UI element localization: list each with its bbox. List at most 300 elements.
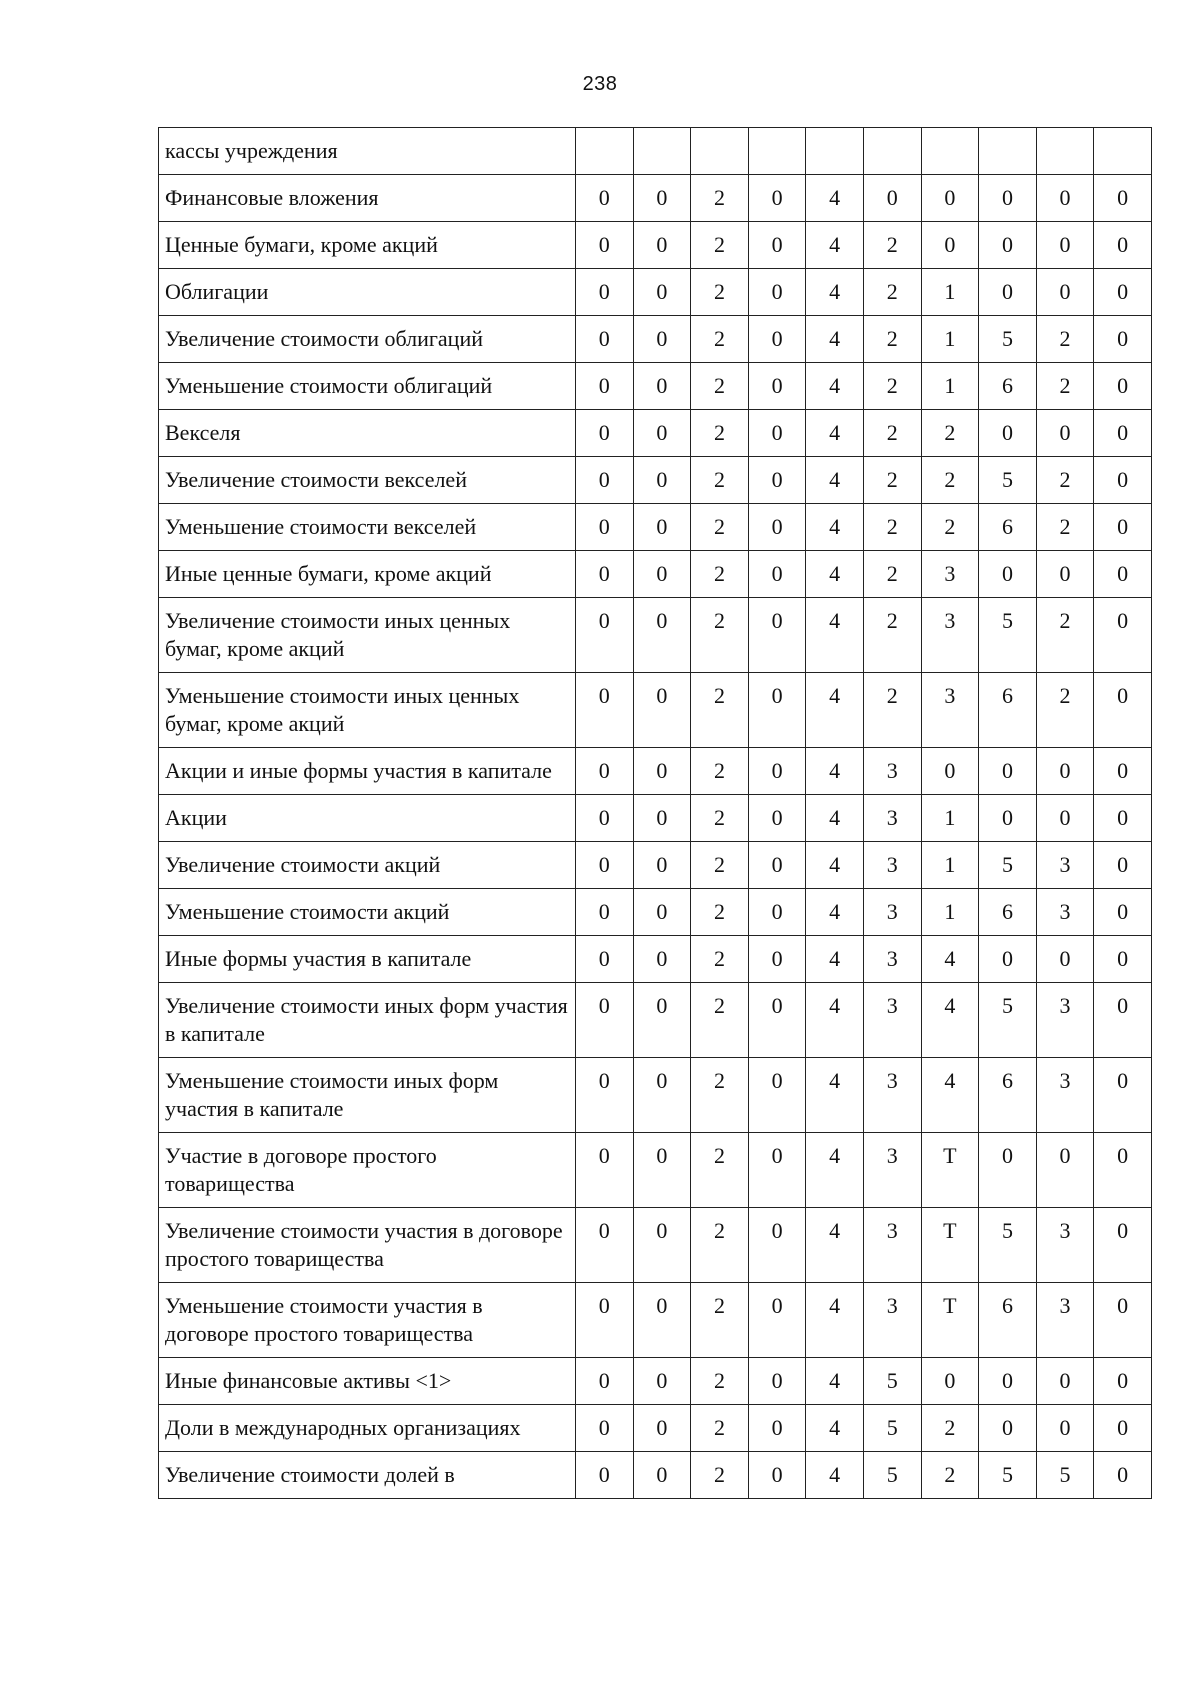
code-digit-cell: 0 [576, 269, 634, 316]
code-digit-cell: 0 [748, 175, 806, 222]
code-digit-cell: 5 [979, 1208, 1037, 1283]
code-digit-cell: 0 [576, 1452, 634, 1499]
code-digit-cell: 6 [979, 363, 1037, 410]
code-digit-cell: 2 [691, 1058, 749, 1133]
code-digit-cell: 0 [1094, 936, 1152, 983]
page-number: 238 [582, 73, 618, 95]
code-digit-cell: 0 [633, 551, 691, 598]
code-digit-cell: 0 [748, 457, 806, 504]
code-digit-cell: 5 [863, 1358, 921, 1405]
code-digit-cell: 0 [1036, 1358, 1094, 1405]
code-digit-cell: 0 [748, 936, 806, 983]
code-digit-cell: 4 [806, 1283, 864, 1358]
code-digit-cell: 0 [979, 936, 1037, 983]
code-digit-cell: 2 [863, 316, 921, 363]
code-digit-cell: 4 [806, 936, 864, 983]
code-digit-cell: 0 [1094, 748, 1152, 795]
code-digit-cell: 0 [1094, 1058, 1152, 1133]
table-row [159, 128, 1152, 175]
code-digit-cell: 4 [806, 1133, 864, 1208]
code-digit-cell: 0 [1036, 222, 1094, 269]
code-digit-cell: 0 [748, 795, 806, 842]
code-digit-cell: 0 [576, 175, 634, 222]
code-digit-cell: 6 [979, 889, 1037, 936]
code-digit-cell: 0 [1094, 269, 1152, 316]
code-digit-cell: 0 [921, 748, 979, 795]
code-digit-cell: 0 [979, 748, 1037, 795]
row-name-cell: Уменьшение стоимости иных ценных бумаг, кроме акций [159, 673, 576, 748]
code-digit-cell: 0 [1036, 795, 1094, 842]
code-digit-cell: 0 [633, 1208, 691, 1283]
code-digit-cell: 2 [691, 983, 749, 1058]
code-digit-cell: 0 [633, 1283, 691, 1358]
code-digit-cell: 4 [806, 363, 864, 410]
row-name-cell: Ценные бумаги, кроме акций [159, 222, 576, 269]
code-digit-cell: 0 [576, 1405, 634, 1452]
code-digit-cell: 0 [633, 889, 691, 936]
code-digit-cell: 0 [576, 457, 634, 504]
code-digit-cell: 6 [979, 504, 1037, 551]
table-row [159, 175, 1152, 222]
code-digit-cell: 2 [691, 222, 749, 269]
code-digit-cell: 0 [979, 551, 1037, 598]
code-digit-cell: 5 [1036, 1452, 1094, 1499]
code-digit-cell: 2 [691, 457, 749, 504]
code-digit-cell: 3 [863, 1133, 921, 1208]
code-digit-cell: 2 [1036, 363, 1094, 410]
code-digit-cell: 0 [921, 1358, 979, 1405]
code-digit-cell: 3 [921, 673, 979, 748]
code-digit-cell [1036, 128, 1094, 175]
code-digit-cell [748, 128, 806, 175]
code-digit-cell: 0 [1094, 1283, 1152, 1358]
code-digit-cell: 4 [806, 457, 864, 504]
code-digit-cell: 0 [633, 504, 691, 551]
table-row [159, 795, 1152, 842]
code-digit-cell: 0 [748, 1283, 806, 1358]
code-digit-cell: 0 [576, 316, 634, 363]
code-digit-cell: 0 [748, 316, 806, 363]
code-digit-cell: 6 [979, 673, 1037, 748]
code-digit-cell: 0 [1094, 598, 1152, 673]
code-digit-cell: 2 [863, 504, 921, 551]
code-digit-cell: 4 [806, 1208, 864, 1283]
code-digit-cell: 0 [748, 983, 806, 1058]
code-digit-cell: 6 [979, 1283, 1037, 1358]
code-digit-cell: 2 [691, 598, 749, 673]
code-digit-cell: 0 [1094, 1208, 1152, 1283]
table-row [159, 936, 1152, 983]
code-digit-cell: 0 [748, 410, 806, 457]
code-digit-cell: 0 [633, 269, 691, 316]
code-digit-cell: 4 [806, 598, 864, 673]
code-digit-cell: 0 [576, 983, 634, 1058]
code-digit-cell: 0 [576, 551, 634, 598]
code-digit-cell: 0 [1036, 175, 1094, 222]
row-name-cell: Облигации [159, 269, 576, 316]
code-digit-cell: 5 [863, 1405, 921, 1452]
code-digit-cell: 0 [748, 551, 806, 598]
code-digit-cell: 2 [921, 1452, 979, 1499]
row-name-cell: Увеличение стоимости акций [159, 842, 576, 889]
code-digit-cell: 0 [576, 363, 634, 410]
code-digit-cell: 1 [921, 795, 979, 842]
code-digit-cell: 0 [1094, 504, 1152, 551]
code-digit-cell: 0 [979, 795, 1037, 842]
code-digit-cell: 2 [691, 1452, 749, 1499]
row-name-cell: Уменьшение стоимости акций [159, 889, 576, 936]
code-digit-cell: 0 [576, 504, 634, 551]
code-digit-cell: 4 [806, 1058, 864, 1133]
code-digit-cell: 0 [633, 983, 691, 1058]
code-digit-cell: 0 [633, 457, 691, 504]
table-row [159, 1452, 1152, 1499]
code-digit-cell: 2 [1036, 316, 1094, 363]
row-name-cell: Участие в договоре простого товарищества [159, 1133, 576, 1208]
code-digit-cell: 0 [633, 363, 691, 410]
code-digit-cell: 0 [576, 795, 634, 842]
code-digit-cell: 2 [863, 457, 921, 504]
code-digit-cell: 0 [633, 1358, 691, 1405]
code-digit-cell: 2 [691, 673, 749, 748]
code-digit-cell: 2 [863, 269, 921, 316]
code-digit-cell: 0 [633, 1058, 691, 1133]
row-name-cell: Акции [159, 795, 576, 842]
code-digit-cell: 0 [576, 748, 634, 795]
row-name-cell: Увеличение стоимости иных форм участия в капитале [159, 983, 576, 1058]
code-digit-cell: 0 [921, 222, 979, 269]
code-digit-cell: 2 [1036, 504, 1094, 551]
row-name-cell: Уменьшение стоимости векселей [159, 504, 576, 551]
code-digit-cell: 0 [1036, 1405, 1094, 1452]
code-digit-cell: 0 [748, 1452, 806, 1499]
row-name-cell: Увеличение стоимости долей в [159, 1452, 576, 1499]
table-row [159, 1133, 1152, 1208]
code-digit-cell: 0 [633, 936, 691, 983]
code-digit-cell: 0 [1094, 316, 1152, 363]
code-digit-cell: 0 [633, 175, 691, 222]
code-digit-cell: 0 [1036, 936, 1094, 983]
code-digit-cell: 2 [691, 410, 749, 457]
row-name-cell: Увеличение стоимости участия в договоре простого товарищества [159, 1208, 576, 1283]
code-digit-cell: 2 [691, 795, 749, 842]
code-digit-cell: 0 [748, 1405, 806, 1452]
code-digit-cell: 4 [806, 748, 864, 795]
code-digit-cell: 3 [863, 983, 921, 1058]
code-digit-cell: 5 [979, 598, 1037, 673]
table-row [159, 551, 1152, 598]
code-digit-cell: 0 [633, 842, 691, 889]
code-digit-cell: 2 [691, 889, 749, 936]
code-digit-cell: 0 [1036, 1133, 1094, 1208]
code-digit-cell: 3 [1036, 1058, 1094, 1133]
code-digit-cell: 0 [576, 1133, 634, 1208]
code-digit-cell: 2 [1036, 598, 1094, 673]
code-digit-cell: 2 [691, 269, 749, 316]
code-digit-cell: 5 [979, 842, 1037, 889]
row-name-cell: Иные формы участия в капитале [159, 936, 576, 983]
code-digit-cell: 0 [633, 748, 691, 795]
code-digit-cell: 0 [1094, 1358, 1152, 1405]
account-codes-table [158, 127, 1152, 1499]
code-digit-cell: 0 [1094, 673, 1152, 748]
code-digit-cell: 0 [1094, 1133, 1152, 1208]
code-digit-cell: 0 [979, 1405, 1037, 1452]
code-digit-cell: 2 [691, 1208, 749, 1283]
code-digit-cell: 0 [1094, 1405, 1152, 1452]
code-digit-cell: 2 [691, 936, 749, 983]
code-digit-cell: 4 [806, 1452, 864, 1499]
code-digit-cell: 2 [863, 410, 921, 457]
code-digit-cell: 3 [863, 889, 921, 936]
code-digit-cell: 0 [576, 1058, 634, 1133]
code-digit-cell: 3 [863, 1058, 921, 1133]
code-digit-cell: 1 [921, 363, 979, 410]
code-digit-cell: 2 [863, 551, 921, 598]
code-digit-cell: 0 [1094, 1452, 1152, 1499]
table-row [159, 983, 1152, 1058]
code-digit-cell: 2 [691, 748, 749, 795]
code-digit-cell: 0 [921, 175, 979, 222]
code-digit-cell: 4 [806, 1358, 864, 1405]
code-digit-cell: 5 [979, 316, 1037, 363]
code-digit-cell: 0 [979, 1358, 1037, 1405]
table-row [159, 1405, 1152, 1452]
code-digit-cell: 0 [1094, 551, 1152, 598]
code-digit-cell: 2 [691, 504, 749, 551]
code-digit-cell: 2 [691, 363, 749, 410]
code-digit-cell: 0 [576, 598, 634, 673]
code-digit-cell: 6 [979, 1058, 1037, 1133]
code-digit-cell: 3 [863, 1208, 921, 1283]
code-digit-cell: 0 [576, 222, 634, 269]
code-digit-cell: 2 [691, 316, 749, 363]
row-name-cell: Уменьшение стоимости иных форм участия в капитале [159, 1058, 576, 1133]
code-digit-cell: 0 [576, 1358, 634, 1405]
code-digit-cell [806, 128, 864, 175]
code-digit-cell: 0 [979, 410, 1037, 457]
code-digit-cell: 0 [748, 889, 806, 936]
code-digit-cell: 5 [979, 1452, 1037, 1499]
code-digit-cell: 2 [863, 673, 921, 748]
code-digit-cell: 0 [1036, 551, 1094, 598]
code-digit-cell: 2 [691, 842, 749, 889]
row-name-cell: Уменьшение стоимости облигаций [159, 363, 576, 410]
code-digit-cell: 0 [576, 673, 634, 748]
code-digit-cell: 5 [979, 983, 1037, 1058]
row-name-cell: Доли в международных организациях [159, 1405, 576, 1452]
code-digit-cell: 4 [806, 316, 864, 363]
table-row [159, 269, 1152, 316]
code-digit-cell: 0 [1094, 363, 1152, 410]
code-digit-cell [691, 128, 749, 175]
code-digit-cell: 4 [806, 175, 864, 222]
code-digit-cell: 0 [748, 598, 806, 673]
code-digit-cell: 0 [576, 1208, 634, 1283]
code-digit-cell: 4 [921, 1058, 979, 1133]
code-digit-cell: 4 [806, 889, 864, 936]
code-digit-cell: 5 [863, 1452, 921, 1499]
row-name-cell: Уменьшение стоимости участия в договоре простого товарищества [159, 1283, 576, 1358]
code-digit-cell: 0 [576, 889, 634, 936]
code-digit-cell: 3 [1036, 842, 1094, 889]
code-digit-cell: 4 [806, 983, 864, 1058]
code-digit-cell: Т [921, 1283, 979, 1358]
row-name-cell: Иные финансовые активы <1> [159, 1358, 576, 1405]
code-digit-cell: 0 [1094, 983, 1152, 1058]
code-digit-cell: 2 [691, 175, 749, 222]
code-digit-cell: Т [921, 1208, 979, 1283]
table-row [159, 889, 1152, 936]
table-row [159, 1058, 1152, 1133]
code-digit-cell: 0 [576, 1283, 634, 1358]
code-digit-cell: 3 [1036, 889, 1094, 936]
row-name-cell: Увеличение стоимости иных ценных бумаг, кроме акций [159, 598, 576, 673]
code-digit-cell: 2 [1036, 457, 1094, 504]
code-digit-cell: 0 [748, 673, 806, 748]
code-digit-cell: 0 [748, 1208, 806, 1283]
code-digit-cell: 0 [633, 1405, 691, 1452]
code-digit-cell: 2 [691, 1283, 749, 1358]
code-digit-cell: 2 [921, 457, 979, 504]
table-row [159, 748, 1152, 795]
table-row [159, 1208, 1152, 1283]
code-digit-cell: 0 [748, 1058, 806, 1133]
code-digit-cell: 2 [921, 504, 979, 551]
code-digit-cell: 0 [979, 175, 1037, 222]
account-codes-body [159, 128, 1152, 1499]
code-digit-cell: 2 [1036, 673, 1094, 748]
code-digit-cell: 0 [1094, 222, 1152, 269]
code-digit-cell: 0 [1036, 410, 1094, 457]
code-digit-cell [633, 128, 691, 175]
code-digit-cell: 0 [633, 673, 691, 748]
code-digit-cell: 0 [576, 842, 634, 889]
code-digit-cell [576, 128, 634, 175]
code-digit-cell: 2 [691, 551, 749, 598]
code-digit-cell: 0 [748, 1133, 806, 1208]
code-digit-cell: 4 [806, 795, 864, 842]
code-digit-cell: 0 [748, 1358, 806, 1405]
code-digit-cell: 3 [863, 1283, 921, 1358]
table-row [159, 363, 1152, 410]
table-row [159, 457, 1152, 504]
code-digit-cell: 4 [806, 410, 864, 457]
code-digit-cell: 2 [921, 1405, 979, 1452]
code-digit-cell: 0 [748, 222, 806, 269]
code-digit-cell: 3 [921, 551, 979, 598]
code-digit-cell: 0 [748, 842, 806, 889]
code-digit-cell: 3 [863, 842, 921, 889]
table-row [159, 1358, 1152, 1405]
table-row [159, 410, 1152, 457]
table-row [159, 316, 1152, 363]
code-digit-cell: 0 [1094, 795, 1152, 842]
code-digit-cell: 0 [748, 269, 806, 316]
code-digit-cell: 0 [633, 222, 691, 269]
code-digit-cell: 0 [748, 748, 806, 795]
code-digit-cell: 4 [806, 222, 864, 269]
code-digit-cell: 4 [806, 551, 864, 598]
code-digit-cell: 0 [1036, 748, 1094, 795]
code-digit-cell: 3 [1036, 1283, 1094, 1358]
row-name-cell: Акции и иные формы участия в капитале [159, 748, 576, 795]
row-name-cell: Финансовые вложения [159, 175, 576, 222]
code-digit-cell: 0 [748, 504, 806, 551]
code-digit-cell: 3 [863, 936, 921, 983]
code-digit-cell: 0 [979, 1133, 1037, 1208]
code-digit-cell: 0 [633, 795, 691, 842]
table-row [159, 1283, 1152, 1358]
code-digit-cell [979, 128, 1037, 175]
code-digit-cell: 4 [806, 1405, 864, 1452]
code-digit-cell: 3 [921, 598, 979, 673]
code-digit-cell: 0 [633, 1133, 691, 1208]
table-row [159, 598, 1152, 673]
code-digit-cell: Т [921, 1133, 979, 1208]
code-digit-cell: 0 [979, 222, 1037, 269]
code-digit-cell: 3 [1036, 983, 1094, 1058]
code-digit-cell: 0 [1036, 269, 1094, 316]
code-digit-cell: 2 [863, 363, 921, 410]
code-digit-cell: 1 [921, 316, 979, 363]
code-digit-cell: 2 [921, 410, 979, 457]
code-digit-cell: 3 [863, 795, 921, 842]
code-digit-cell [1094, 128, 1152, 175]
code-digit-cell: 2 [863, 598, 921, 673]
code-digit-cell: 4 [806, 842, 864, 889]
row-name-cell: кассы учреждения [159, 128, 576, 175]
code-digit-cell: 0 [633, 316, 691, 363]
code-digit-cell: 1 [921, 269, 979, 316]
code-digit-cell: 3 [1036, 1208, 1094, 1283]
row-name-cell: Иные ценные бумаги, кроме акций [159, 551, 576, 598]
code-digit-cell: 0 [576, 936, 634, 983]
row-name-cell: Векселя [159, 410, 576, 457]
code-digit-cell: 2 [691, 1405, 749, 1452]
code-digit-cell: 0 [576, 410, 634, 457]
code-digit-cell: 0 [1094, 175, 1152, 222]
code-digit-cell: 0 [633, 410, 691, 457]
code-digit-cell: 2 [691, 1358, 749, 1405]
code-digit-cell: 0 [633, 598, 691, 673]
table-row [159, 673, 1152, 748]
code-digit-cell: 0 [979, 269, 1037, 316]
code-digit-cell: 0 [1094, 842, 1152, 889]
code-digit-cell: 0 [1094, 410, 1152, 457]
code-digit-cell: 2 [863, 222, 921, 269]
code-digit-cell: 4 [806, 673, 864, 748]
table-row [159, 842, 1152, 889]
code-digit-cell: 0 [748, 363, 806, 410]
code-digit-cell: 2 [691, 1133, 749, 1208]
code-digit-cell: 0 [633, 1452, 691, 1499]
code-digit-cell: 1 [921, 889, 979, 936]
table-row [159, 222, 1152, 269]
code-digit-cell [863, 128, 921, 175]
code-digit-cell: 4 [806, 504, 864, 551]
code-digit-cell: 5 [979, 457, 1037, 504]
code-digit-cell [921, 128, 979, 175]
code-digit-cell: 1 [921, 842, 979, 889]
code-digit-cell: 4 [921, 936, 979, 983]
code-digit-cell: 3 [863, 748, 921, 795]
code-digit-cell: 0 [1094, 889, 1152, 936]
code-digit-cell: 4 [806, 269, 864, 316]
row-name-cell: Увеличение стоимости облигаций [159, 316, 576, 363]
row-name-cell: Увеличение стоимости векселей [159, 457, 576, 504]
code-digit-cell: 0 [863, 175, 921, 222]
